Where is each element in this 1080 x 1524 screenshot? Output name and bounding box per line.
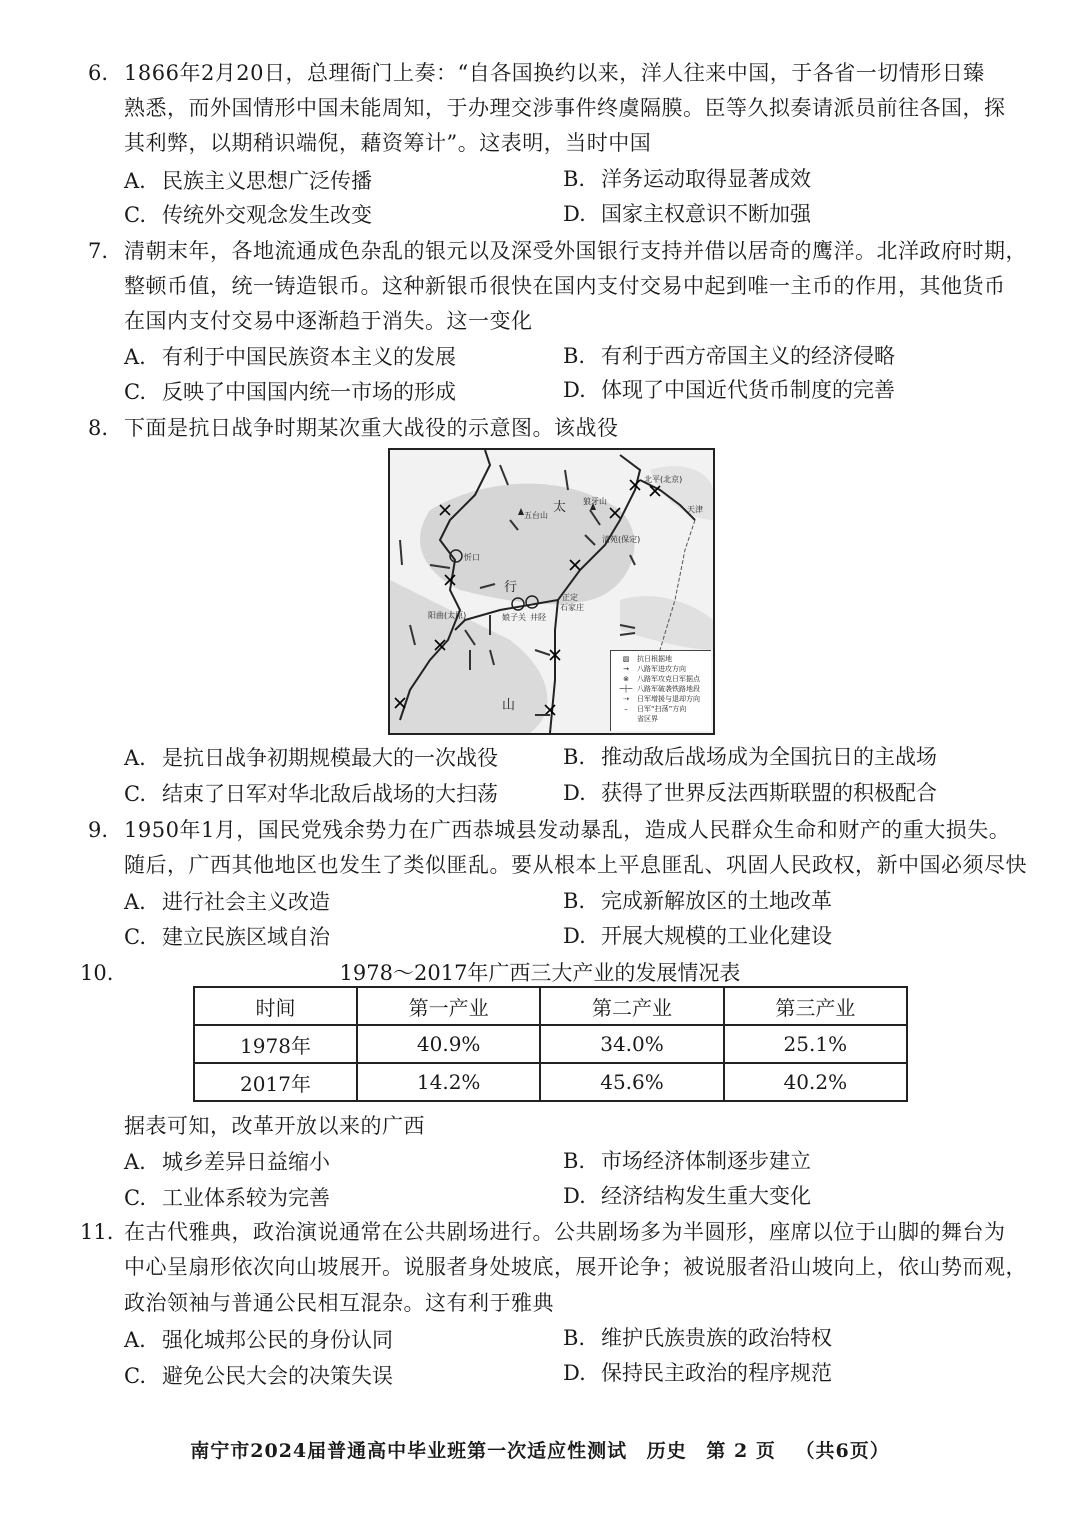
option-text: 市场经济体制逐步建立	[601, 1149, 811, 1173]
legend-text: 日军增援与退却方向	[637, 695, 700, 703]
option-text: 传统外交观念发生改变	[162, 203, 372, 227]
option-label: C.	[124, 203, 146, 227]
option-text: 民族主义思想广泛传播	[162, 169, 372, 193]
option-text: 避免公民大会的决策失误	[162, 1364, 393, 1388]
circled-x-icon: ⊗	[623, 675, 629, 683]
table-header-row	[194, 987, 907, 1025]
place-label: 狼牙山	[583, 497, 607, 506]
table-header: 第二产业	[540, 987, 723, 1025]
option-label: C.	[124, 925, 146, 949]
option-label: D.	[563, 202, 586, 226]
legend-text: 日军“扫荡”方向	[637, 705, 687, 713]
option-b[interactable]	[563, 1323, 832, 1353]
page-number: 第 2 页	[706, 1440, 776, 1462]
option-d[interactable]	[563, 778, 937, 808]
option-label: B.	[563, 167, 586, 191]
mountain-shading	[620, 596, 713, 650]
option-label: D.	[563, 1361, 586, 1385]
region-label: 山	[502, 698, 516, 713]
option-text: 进行社会主义改造	[162, 890, 330, 914]
question-number: 10.	[80, 961, 114, 985]
battle-map	[388, 448, 715, 735]
question-text: 据表可知，改革开放以来的广西	[124, 1114, 425, 1138]
option-label: A.	[124, 345, 146, 369]
legend-item	[615, 675, 700, 684]
legend-item	[615, 665, 686, 674]
option-c[interactable]	[124, 200, 372, 230]
legend-item	[615, 685, 700, 694]
option-a[interactable]	[124, 1325, 393, 1355]
shade-swatch-icon: ▨	[622, 655, 630, 663]
option-text: 洋务运动取得显著成效	[601, 167, 811, 191]
option-label: D.	[563, 781, 586, 805]
cut-rail-icon: ─┼─	[619, 685, 633, 693]
place-label: 北平(北京)	[644, 475, 683, 484]
option-label: B.	[563, 1149, 586, 1173]
option-c[interactable]	[124, 377, 456, 407]
region-label: 太	[553, 500, 567, 515]
map-legend	[610, 650, 711, 731]
option-text: 开展大规模的工业化建设	[601, 924, 832, 948]
legend-text: 抗日根据地	[637, 655, 672, 663]
place-label: 正定	[562, 593, 578, 602]
option-c[interactable]	[124, 922, 330, 952]
question-text: 在国内支付交易中逐渐趋于消失。这一变化	[124, 309, 533, 333]
arrow-icon: →	[623, 665, 629, 673]
place-label: 天津	[687, 505, 703, 514]
place-label: 五台山	[524, 511, 548, 520]
region-label: 行	[504, 580, 518, 595]
option-d[interactable]	[563, 1358, 832, 1388]
option-label: C.	[124, 1364, 146, 1388]
table-title: 1978～2017年广西三大产业的发展情况表	[339, 961, 741, 985]
question-text: 政治领袖与普通公民相互混杂。这有利于雅典	[124, 1291, 554, 1315]
option-a[interactable]	[124, 1147, 330, 1177]
option-d[interactable]	[563, 1181, 811, 1211]
place-label: 石家庄	[560, 603, 584, 612]
exam-name: 南宁市2024届普通高中毕业班第一次适应性测试	[190, 1440, 628, 1462]
dashed-arrow-icon: ⇢	[623, 695, 629, 703]
option-b[interactable]	[563, 164, 811, 194]
question-text: 1950年1月，国民党残余势力在广西恭城县发动暴乱，造成人民群众生命和财产的重大损失。	[124, 818, 1011, 842]
option-text: 是抗日战争初期规模最大的一次战役	[162, 746, 498, 770]
question-text: 1866年2月20日，总理衙门上奏：“自各国换约以来，洋人往来中国，于各省一切情形日臻	[124, 61, 985, 85]
option-text: 获得了世界反法西斯联盟的积极配合	[601, 781, 937, 805]
place-label: 井陉	[530, 613, 546, 622]
option-label: A.	[124, 746, 146, 770]
question-number: 6.	[88, 61, 109, 85]
option-label: D.	[563, 378, 586, 402]
table-cell: 40.9%	[357, 1025, 540, 1063]
option-label: A.	[124, 1328, 146, 1352]
option-label: A.	[124, 890, 146, 914]
question-text: 熟悉，而外国情形中国未能周知，于办理交涉事件终虞隔膜。臣等久拟奏请派员前往各国，探	[124, 96, 1006, 120]
subject-name: 历史	[646, 1440, 687, 1462]
place-label: 阳曲(太原)	[428, 611, 467, 620]
legend-item	[615, 705, 686, 714]
legend-text: 八路军破袭铁路地段	[637, 685, 700, 693]
option-text: 有利于西方帝国主义的经济侵略	[601, 344, 895, 368]
option-label: A.	[124, 169, 146, 193]
option-c[interactable]	[124, 779, 498, 809]
option-label: B.	[563, 344, 586, 368]
industry-table	[193, 986, 908, 1102]
legend-text: 省区界	[637, 715, 658, 723]
option-text: 完成新解放区的土地改革	[601, 889, 832, 913]
option-label: C.	[124, 782, 146, 806]
question-text: 整顿币值，统一铸造银币。这种新银币很快在国内支付交易中起到唯一主币的作用，其他货币	[124, 274, 1006, 298]
option-text: 经济结构发生重大变化	[601, 1184, 811, 1208]
option-text: 国家主权意识不断加强	[601, 202, 811, 226]
option-b[interactable]	[563, 886, 832, 916]
place-label: 娘子关	[502, 613, 526, 622]
option-b[interactable]	[563, 742, 937, 772]
option-label: C.	[124, 1186, 146, 1210]
option-a[interactable]	[124, 342, 456, 372]
option-c[interactable]	[124, 1183, 330, 1213]
question-text: 中心呈扇形依次向山坡展开。说服者身处坡底，展开论争；被说服者沿山坡向上，依山势而观，	[124, 1255, 1027, 1279]
option-text: 体现了中国近代货币制度的完善	[601, 378, 895, 402]
question-number: 11.	[80, 1220, 114, 1244]
table-row	[194, 1063, 907, 1101]
option-text: 强化城邦公民的身份认同	[162, 1328, 393, 1352]
place-label: 忻口	[464, 553, 480, 562]
dash-icon: –	[624, 705, 628, 713]
option-text: 维护氏族贵族的政治特权	[601, 1326, 832, 1350]
question-text: 下面是抗日战争时期某次重大战役的示意图。该战役	[124, 416, 619, 440]
legend-item	[615, 695, 700, 704]
legend-item	[615, 715, 658, 724]
option-c[interactable]	[124, 1361, 393, 1391]
table-cell: 45.6%	[540, 1063, 723, 1101]
option-b[interactable]	[563, 1146, 811, 1176]
page-footer	[0, 1436, 1080, 1463]
question-number: 8.	[88, 416, 109, 440]
option-text: 建立民族区域自治	[162, 925, 330, 949]
option-label: B.	[563, 745, 586, 769]
option-text: 有利于中国民族资本主义的发展	[162, 345, 456, 369]
option-text: 城乡差异日益缩小	[162, 1150, 330, 1174]
question-text: 在古代雅典，政治演说通常在公共剧场进行。公共剧场多为半圆形，座席以位于山脚的舞台为	[124, 1220, 1006, 1244]
table-header: 时间	[194, 987, 357, 1025]
table-cell: 2017年	[194, 1063, 357, 1101]
legend-text: 八路军进攻方向	[637, 665, 686, 673]
table-cell: 34.0%	[540, 1025, 723, 1063]
table-header: 第三产业	[724, 987, 907, 1025]
question-number: 9.	[88, 818, 109, 842]
question-text: 其利弊，以期稍识端倪，藉资筹计”。这表明，当时中国	[124, 131, 652, 155]
option-d[interactable]	[563, 375, 895, 405]
option-a[interactable]	[124, 887, 330, 917]
option-b[interactable]	[563, 341, 895, 371]
option-text: 推动敌后战场成为全国抗日的主战场	[601, 745, 937, 769]
option-a[interactable]	[124, 743, 498, 773]
table-cell: 1978年	[194, 1025, 357, 1063]
legend-text: 八路军攻克日军据点	[637, 675, 700, 683]
option-text: 反映了中国国内统一市场的形成	[162, 380, 456, 404]
question-text: 随后，广西其他地区也发生了类似匪乱。要从根本上平息匪乱、巩固人民政权，新中国必须尽快	[124, 853, 1027, 877]
option-text: 保持民主政治的程序规范	[601, 1361, 832, 1385]
option-d[interactable]	[563, 199, 811, 229]
table-cell: 40.2%	[724, 1063, 907, 1101]
table-cell: 14.2%	[357, 1063, 540, 1101]
option-label: B.	[563, 889, 586, 913]
legend-item	[615, 655, 672, 664]
question-text: 清朝末年，各地流通成色杂乱的银元以及深受外国银行支持并借以居奇的鹰洋。北洋政府时期，	[124, 239, 1027, 263]
option-label: C.	[124, 380, 146, 404]
question-number: 7.	[88, 239, 109, 263]
option-label: B.	[563, 1326, 586, 1350]
option-label: A.	[124, 1150, 146, 1174]
option-d[interactable]	[563, 921, 832, 951]
table-row	[194, 1025, 907, 1063]
table-header: 第一产业	[357, 987, 540, 1025]
place-label: 清苑(保定)	[602, 535, 641, 544]
option-label: D.	[563, 924, 586, 948]
option-text: 工业体系较为完善	[162, 1186, 330, 1210]
table-cell: 25.1%	[724, 1025, 907, 1063]
option-text: 结束了日军对华北敌后战场的大扫荡	[162, 782, 498, 806]
page-total: （共6页）	[795, 1440, 890, 1462]
option-a[interactable]	[124, 166, 372, 196]
option-label: D.	[563, 1184, 586, 1208]
